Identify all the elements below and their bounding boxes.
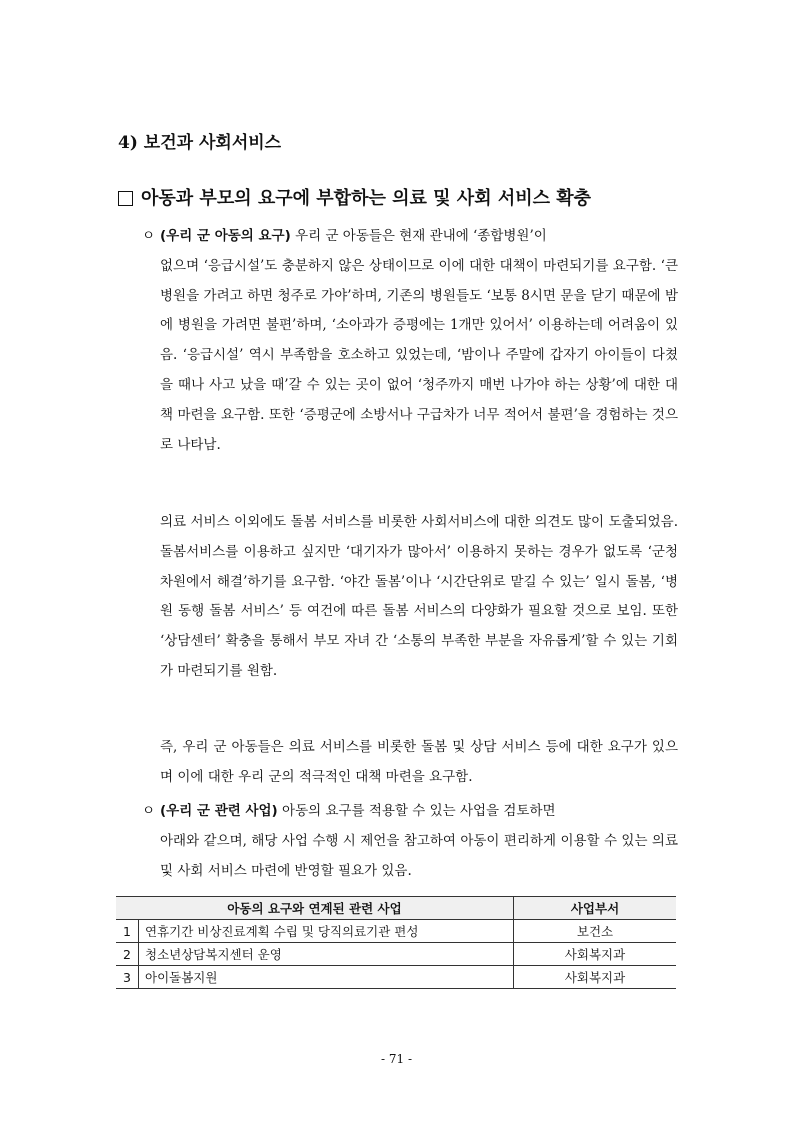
paragraph-social-services: 의료 서비스 이외에도 돌봄 서비스를 비롯한 사회서비스에 대한 의견도 많이 도출되었음. 돌봄서비스를 이용하고 싶지만 ‘대기자가 많아서’ 이용하지 못하는 경우가 없도록 ‘군청차원에서 해결’하기를 요구함. ‘야간 돌봄’이나 ‘시간단위로 맡길 수 있는’ 일시 돌봄, ‘병원 동행 돌봄 서비스’ 등 여건에 따른 돌봄 서비스의 다양화가 필요할 것으로 보임. 또한 ‘상담센터’ 확충을 통해서 부모 자녀 간 ‘소통의 부족한 부분을 자유롭게’할 수 있는 기회가 마련되기를 원함. — [160, 514, 678, 679]
paragraph-first-line: 우리 군 아동들은 현재 관내에 ‘종합병원’이 — [290, 228, 547, 244]
table-header-row — [116, 897, 676, 920]
paragraph-first-line: 아동의 요구를 적용할 수 있는 사업을 검토하면 — [277, 803, 556, 819]
table-row — [116, 943, 676, 966]
table-row — [116, 920, 676, 943]
paragraph-body: 없으며 ‘응급시설’도 충분하지 않은 상태이므로 이에 대한 대책이 마련되기를 요구함. ‘큰 병원을 가려고 하면 청주로 가야’하며, 기존의 병원들도 ‘보통 8시면 문을 닫기 때문에 밤에 병원을 가려면 불편’하며, ‘소아과가 증평에는 1개만 있어서’ 이용하는데 어려움이 있음. ‘응급시설’ 역시 부족함을 호소하고 있었는데, ‘밤이나 주말에 갑자기 아이들이 다쳤을 때나 사고 났을 때’갈 수 있는 곳이 없어 ‘청주까지 매번 나가야 하는 상황’에 대한 대책 마련을 요구함. 또한 ‘증평군에 소방서나 구급차가 너무 적어서 불편’을 경험하는 것으로 나타남. — [160, 257, 678, 453]
row-project: 아이돌봄지원 — [139, 966, 514, 989]
row-number: 2 — [116, 943, 139, 966]
row-number: 3 — [116, 966, 139, 989]
row-dept: 보건소 — [514, 920, 677, 943]
row-number: 1 — [116, 920, 139, 943]
table-header-project: 아동의 요구와 연계된 관련 사업 — [116, 897, 514, 920]
row-project: 청소년상담복지센터 운영 — [139, 943, 514, 966]
paragraph-related-projects — [142, 797, 678, 886]
row-dept: 사회복지과 — [514, 943, 677, 966]
row-dept: 사회복지과 — [514, 966, 677, 989]
paragraph-summary: 즉, 우리 군 아동들은 의료 서비스를 비롯한 돌봄 및 상담 서비스 등에 대한 요구가 있으며 이에 대한 우리 군의 적극적인 대책 마련을 요구함. — [160, 739, 678, 785]
checkbox-square-icon — [118, 191, 133, 206]
row-project: 연휴기간 비상진료계획 수립 및 당직의료기관 편성 — [139, 920, 514, 943]
related-projects-table — [116, 896, 676, 989]
table-header-dept: 사업부서 — [514, 897, 677, 920]
page-number: - 71 - — [380, 1052, 412, 1066]
paragraph-child-needs — [142, 222, 678, 460]
table-row — [116, 966, 676, 989]
subsection-title — [118, 184, 591, 210]
bullet-circle-icon: ㅇ — [142, 803, 156, 819]
bullet-circle-icon: ㅇ — [142, 228, 156, 244]
section-title: 4) 보건과 사회서비스 — [118, 133, 282, 153]
subsection-title-text: 아동과 부모의 요구에 부합하는 의료 및 사회 서비스 확충 — [141, 188, 592, 209]
paragraph-body: 아래와 같으며, 해당 사업 수행 시 제언을 참고하여 아동이 편리하게 이용할 수 있는 의료 및 사회 서비스 마련에 반영할 필요가 있음. — [160, 832, 678, 879]
paragraph-lead: (우리 군 아동의 요구) — [160, 228, 291, 244]
paragraph-lead: (우리 군 관련 사업) — [160, 803, 278, 819]
